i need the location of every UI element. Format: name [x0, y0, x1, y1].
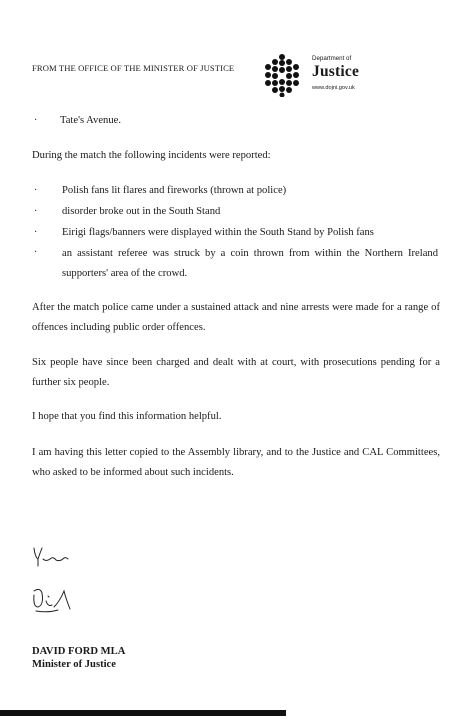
signatory-title: Minister of Justice: [32, 659, 116, 670]
list-item: an assistant referee was struck by a coin thrown from within the Northern Ireland supporters' area of the crowd.: [62, 248, 438, 279]
signature-icon: [30, 585, 72, 615]
signatory-block: [32, 645, 125, 671]
bullet-marker: ·: [34, 206, 38, 217]
signatory-name: DAVID FORD MLA: [32, 646, 126, 657]
list-item: disorder broke out in the South Stand: [62, 206, 221, 217]
department-label: Department of: [312, 55, 352, 62]
department-logo-icon: [262, 53, 302, 97]
bullet-marker: ·: [34, 115, 38, 126]
bullet-marker: ·: [34, 185, 38, 196]
paragraph-copied: I am having this letter copied to the Assembly library, and to the Justice and CAL Committees, who asked to be informed about such incidents.: [32, 447, 440, 478]
footer-bar: [0, 710, 286, 716]
paragraph-arrests: After the match police came under a sustained attack and nine arrests were made for a range of offences including public order offences.: [32, 302, 440, 333]
list-item: Eirigi flags/banners were displayed within the South Stand by Polish fans: [62, 227, 374, 238]
paragraph-helpful: I hope that you find this information helpful.: [32, 411, 222, 422]
bullet-marker: ·: [34, 247, 38, 258]
list-item: Polish fans lit flares and fireworks (thrown at police): [62, 185, 287, 196]
incidents-intro: During the match the following incidents were reported:: [32, 150, 271, 161]
website-link[interactable]: www.dojni.gov.uk: [312, 85, 355, 91]
intro-bullet-text: Tate's Avenue.: [60, 115, 121, 126]
office-heading: FROM THE OFFICE OF THE MINISTER OF JUSTICE: [32, 63, 235, 73]
paragraph-prosecutions: Six people have since been charged and dealt with at court, with prosecutions pending for a further six people.: [32, 357, 440, 388]
department-name: Justice: [312, 63, 360, 80]
bullet-marker: ·: [34, 227, 38, 238]
handwritten-sign-off-icon: [30, 545, 70, 567]
